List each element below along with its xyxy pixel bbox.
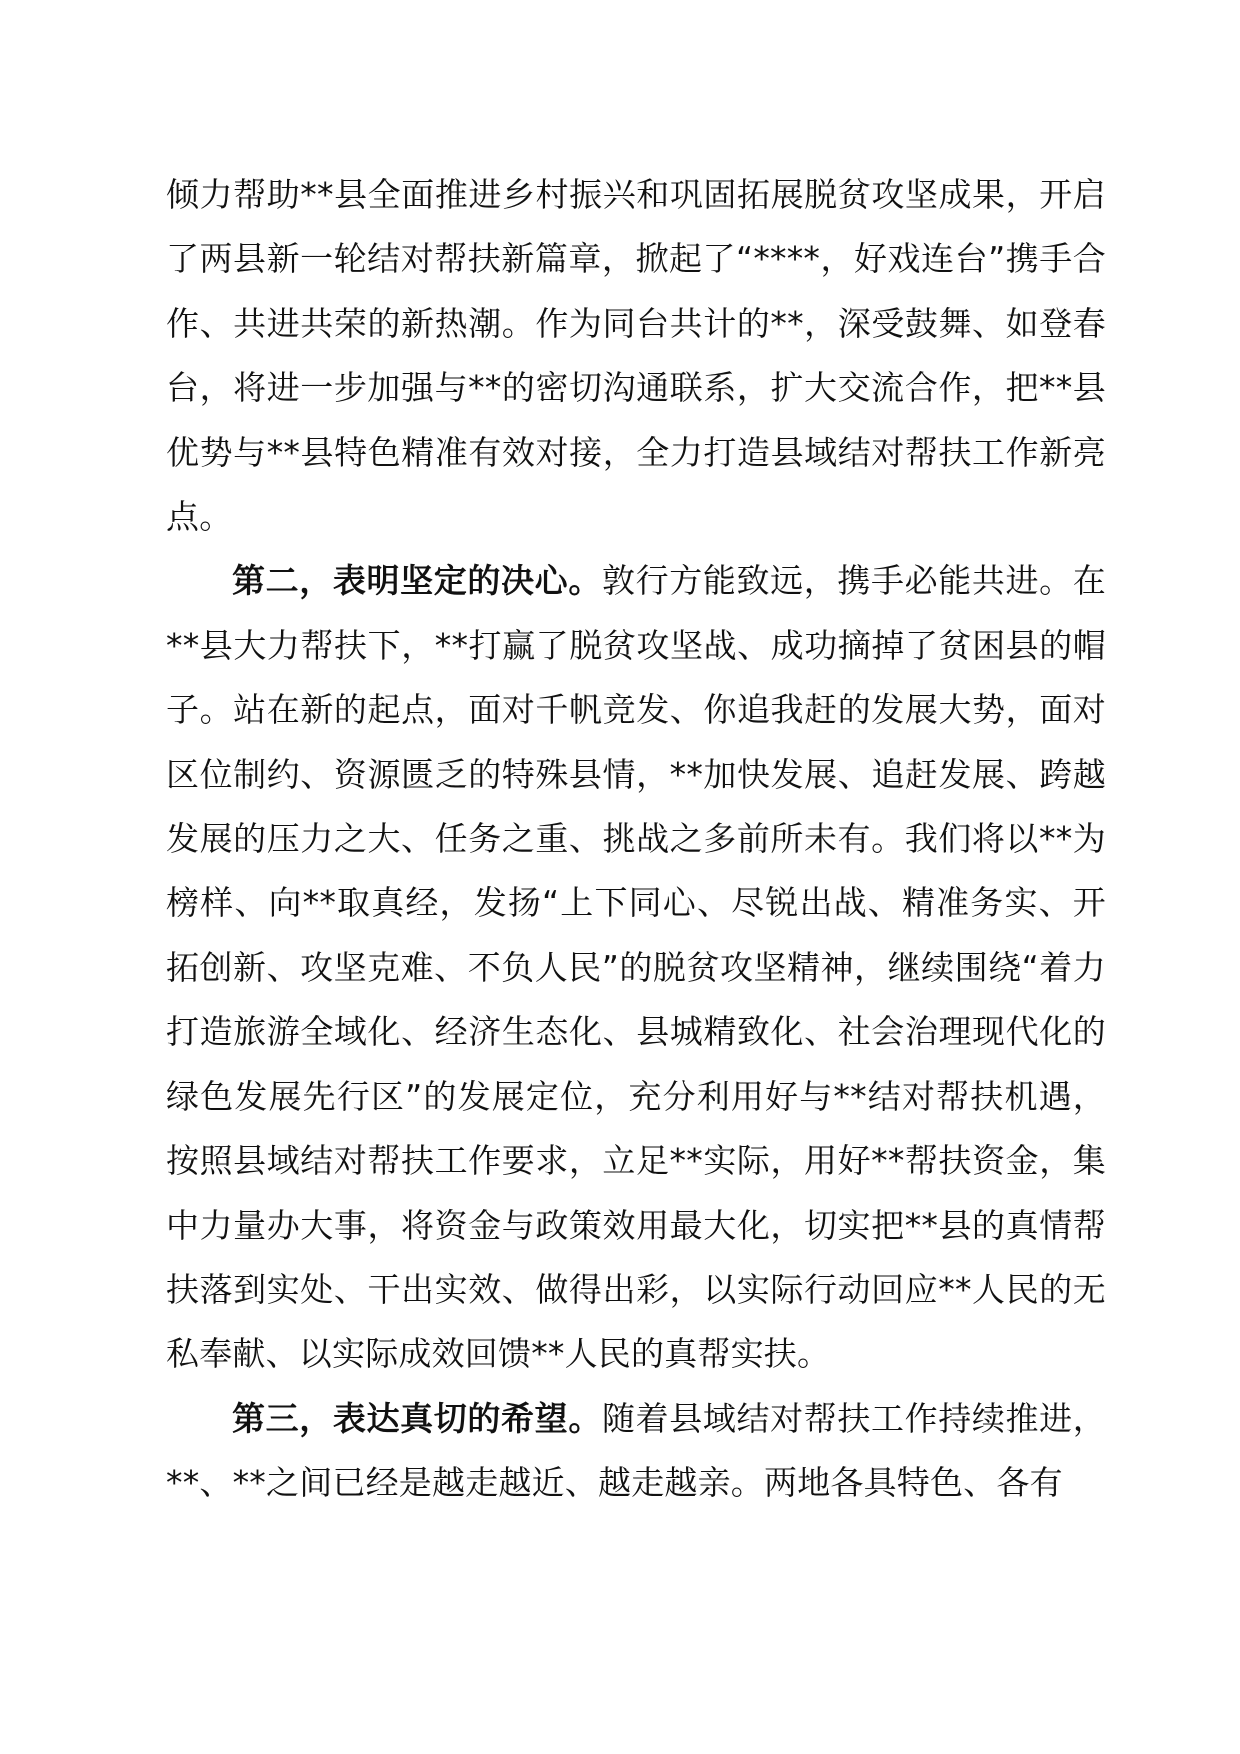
paragraph-text: 倾力帮助**县全面推进乡村振兴和巩固拓展脱贫攻坚成果，开启了两县新一轮结对帮扶新篇章，掀起了“****，好戏连台”携手合作、共进共荣的新热潮。作为同台共计的**，深受鼓舞、如登春台，将进一步加强与**的密切沟通联系，扩大交流合作，把**县优势与**县特色精准有效对接，全力打造县域结对帮扶工作新亮点。 bbox=[166, 175, 1106, 537]
paragraph-third-point bbox=[166, 1387, 1106, 1516]
document-body bbox=[166, 163, 1106, 1516]
paragraph-heading: 第三，表达真切的希望。 bbox=[232, 1398, 602, 1438]
paragraph-continuation bbox=[166, 163, 1106, 549]
paragraph-text: 随着县域结对帮扶工作持续推进，**、**之间已经是越走越近、越走越亲。两地各具特色、各有 bbox=[166, 1398, 1106, 1503]
paragraph-text: 敦行方能致远，携手必能共进。在**县大力帮扶下，**打赢了脱贫攻坚战、成功摘掉了贫困县的帽子。站在新的起点，面对千帆竞发、你追我赶的发展大势，面对区位制约、资源匮乏的特殊县情，**加快发展、追赶发展、跨越发展的压力之大、任务之重、挑战之多前所未有。我们将以**为榜样、向**取真经，发扬“上下同心、尽锐出战、精准务实、开拓创新、攻坚克难、不负人民”的脱贫攻坚精神，继续围绕“着力打造旅游全域化、经济生态化、县城精致化、社会治理现代化的绿色发展先行区”的发展定位，充分利用好与**结对帮扶机遇，按照县域结对帮扶工作要求，立足**实际，用好**帮扶资金，集中力量办大事，将资金与政策效用最大化，切实把**县的真情帮扶落到实处、干出实效、做得出彩，以实际行动回应**人民的无私奉献、以实际成效回馈**人民的真帮实扶。 bbox=[166, 561, 1106, 1374]
paragraph-second-point bbox=[166, 549, 1106, 1386]
paragraph-heading: 第二，表明坚定的决心。 bbox=[232, 561, 602, 601]
